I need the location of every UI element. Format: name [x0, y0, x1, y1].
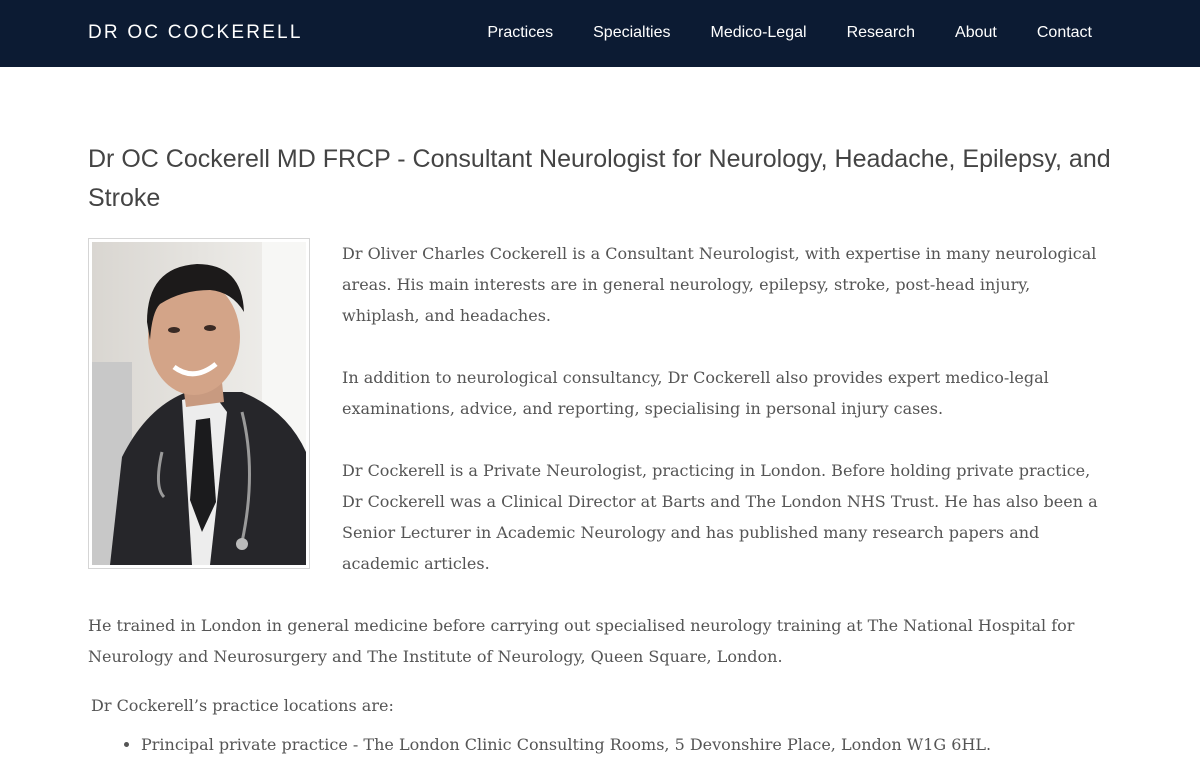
nav-link-specialties[interactable]: Specialties [593, 24, 671, 41]
nav-link-research[interactable]: Research [846, 24, 916, 41]
page-title: Dr OC Cockerell MD FRCP - Consultant Neurologist for Neurology, Headache, Epilepsy, and Stroke [88, 145, 1111, 212]
doctor-portrait-image [92, 242, 306, 565]
practice-location-item: • Principal private practice - The London Clinic Consulting Rooms, 5 Devonshire Place, London W1G 6HL. [141, 729, 1112, 760]
intro-paragraph-3: Dr Cockerell is a Private Neurologist, practicing in London. Before holding private practice, Dr Cockerell was a Clinical Director at Barts and The London NHS Trust. He has also been a Senior Lecturer in Academic Neurology and has published many research papers and academic articles. [342, 461, 1098, 573]
intro-paragraph-2: In addition to neurological consultancy, Dr Cockerell also provides expert medico-legal examinations, advice, and reporting, specialising in personal injury cases. [342, 368, 1049, 418]
top-navbar [0, 0, 1200, 67]
site-brand-link[interactable]: DR OC COCKERELL [88, 22, 303, 43]
training-paragraph: He trained in London in general medicine before carrying out specialised neurology training at The National Hospital for Neurology and Neurosurgery and The Institute of Neurology, Queen Square, London. [88, 616, 1075, 666]
intro-text [342, 238, 1112, 579]
nav-link-contact[interactable]: Contact [1036, 24, 1092, 41]
practice-locations-label: Dr Cockerell’s practice locations are: [91, 696, 394, 715]
intro-section [88, 238, 1112, 579]
nav-link-about[interactable]: About [955, 24, 997, 41]
doctor-portrait-photo [88, 238, 310, 569]
practice-locations-list [88, 729, 1112, 760]
nav-link-medico-legal[interactable]: Medico-Legal [710, 24, 807, 41]
main-nav [487, 24, 1092, 42]
nav-link-practices[interactable]: Practices [487, 24, 554, 41]
main-content [88, 140, 1112, 760]
intro-paragraph-1: Dr Oliver Charles Cockerell is a Consultant Neurologist, with expertise in many neurological areas. His main interests are in general neurology, epilepsy, stroke, post-head injury, whiplash, and headaches. [342, 244, 1097, 325]
